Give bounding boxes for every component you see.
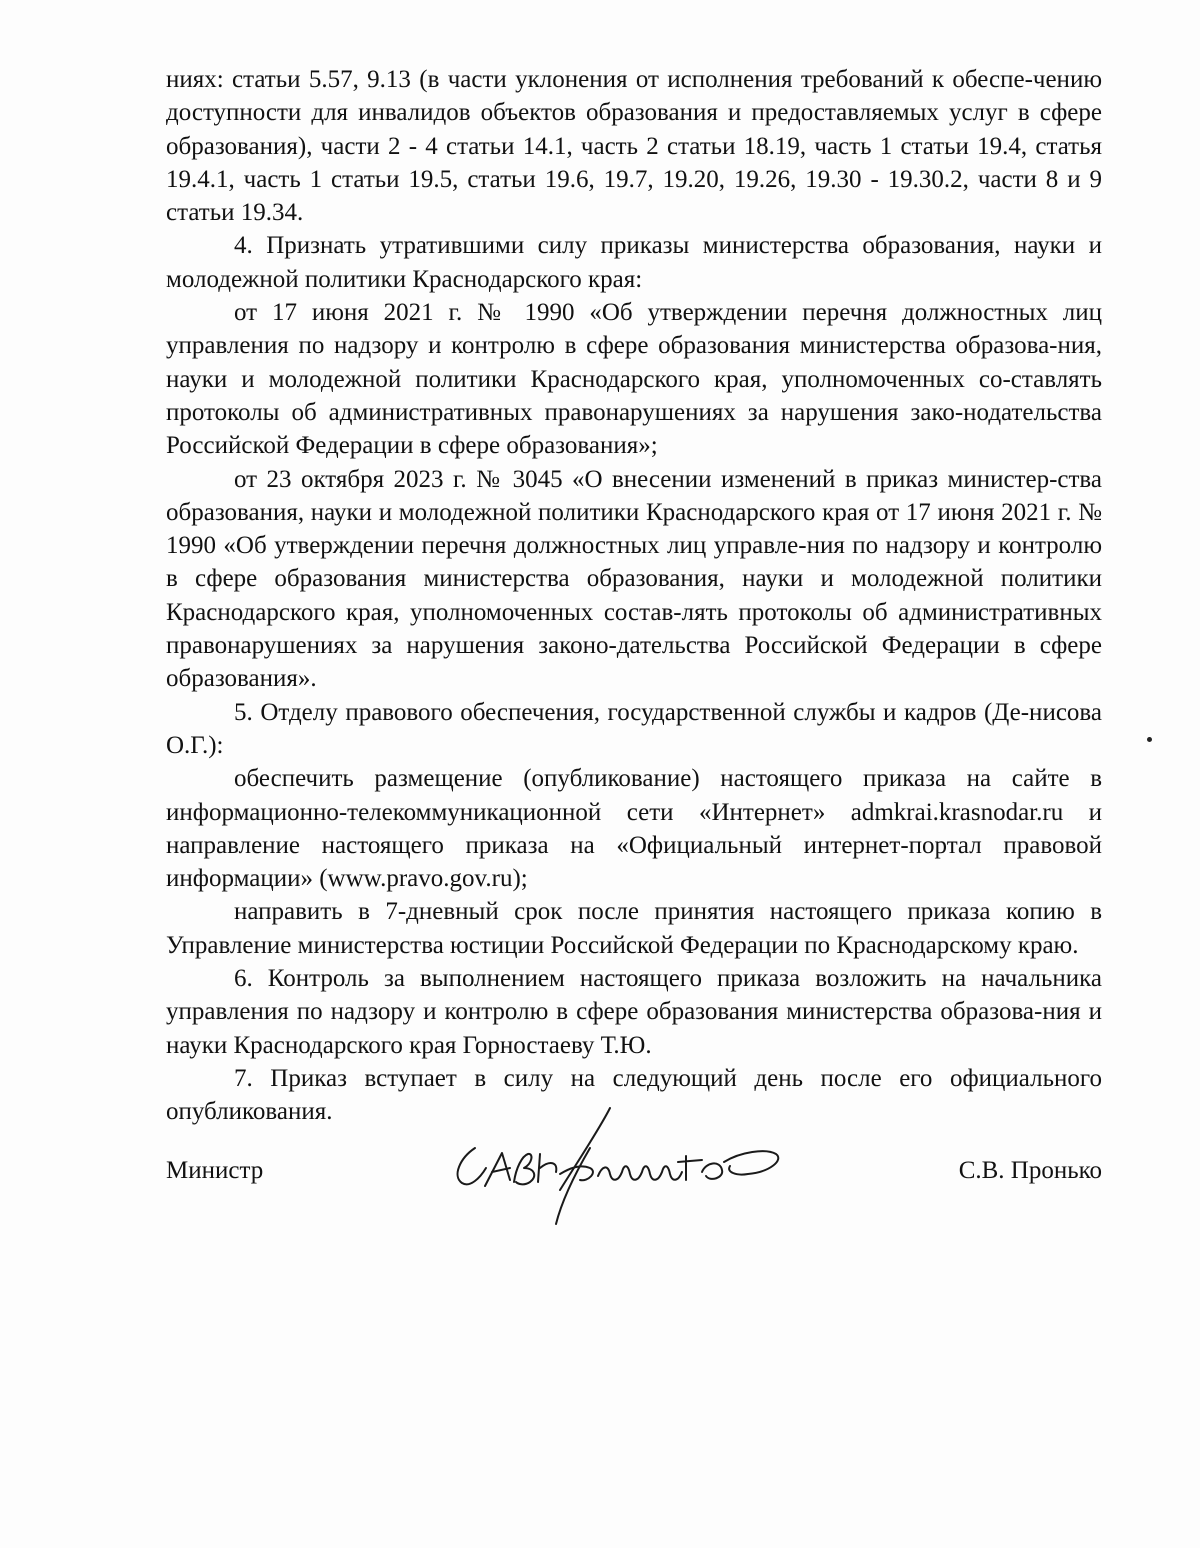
paragraph-continuation: ниях: статьи 5.57, 9.13 (в части уклонения от исполнения требований к обеспе-чению доступности для инвалидов объектов образования и предоставляемых услуг в сфере образования), части 2 - 4 статьи 14.1, часть 2 статьи 18.19, часть 1 статьи 19.4, статья 19.4.1, часть 1 статьи 19.5, статьи 19.6, 19.7, 19.20, 19.26, 19.30 - 19.30.2, части 8 и 9 статьи 19.34. [166, 66, 1102, 227]
paragraph-order-3045: от 23 октября 2023 г. № 3045 «О внесении изменений в приказ министер-ства образования, науки и молодежной политики Краснодарского края от 17 июня 2021 г. № 1990 «Об утверждении перечня должностных лиц управле-ния по надзору и контролю в сфере образования министерства образования, науки и молодежной политики Краснодарского края, уполномоченных состав-лять протоколы об административных правонарушениях за нарушения законо-дательства Российской Федерации в сфере образования». [166, 465, 1102, 693]
signatory-title: Министр [166, 1157, 264, 1184]
paragraph-item-4: 4. Признать утратившими силу приказы министерства образования, науки и молодежной политики Краснодарского края: [166, 232, 1102, 293]
signatory-name: С.В. Пронько [958, 1157, 1102, 1184]
paragraph-item-5: 5. Отделу правового обеспечения, государственной службы и кадров (Де-нисова О.Г.): [166, 698, 1102, 759]
handwritten-signature [440, 1098, 790, 1228]
paragraph-item-6: 6. Контроль за выполнением настоящего приказа возложить на начальника управления по надзору и контролю в сфере образования министерства образова-ния и науки Краснодарского края Горностаеву Т.Ю. [166, 965, 1102, 1059]
paragraph-order-1990: от 17 июня 2021 г. № 1990 «Об утверждении перечня должностных лиц управления по надзору и контролю в сфере образования министерства образова-ния, науки и молодежной политики Краснодарского края, уполномоченных со-ставлять протоколы об административных правонарушениях за нарушения зако-нодательства Российской Федерации в сфере образования»; [166, 299, 1102, 460]
scan-speck [1147, 737, 1152, 742]
paragraph-item-7: 7. Приказ вступает в силу на следующий день после его официального опубликования. [166, 1064, 1102, 1126]
paragraph-send-copy: направить в 7-дневный срок после принятия настоящего приказа копию в Управление министерства юстиции Российской Федерации по Краснодарскому краю. [166, 898, 1102, 959]
document-body [166, 63, 1102, 1129]
paragraph-publish: обеспечить размещение (опубликование) настоящего приказа на сайте в информационно-телекоммуникационной сети «Интернет» admkrai.krasnodar.ru и направление настоящего приказа на «Официальный интернет-портал правовой информации» (www.pravo.gov.ru); [166, 765, 1102, 893]
